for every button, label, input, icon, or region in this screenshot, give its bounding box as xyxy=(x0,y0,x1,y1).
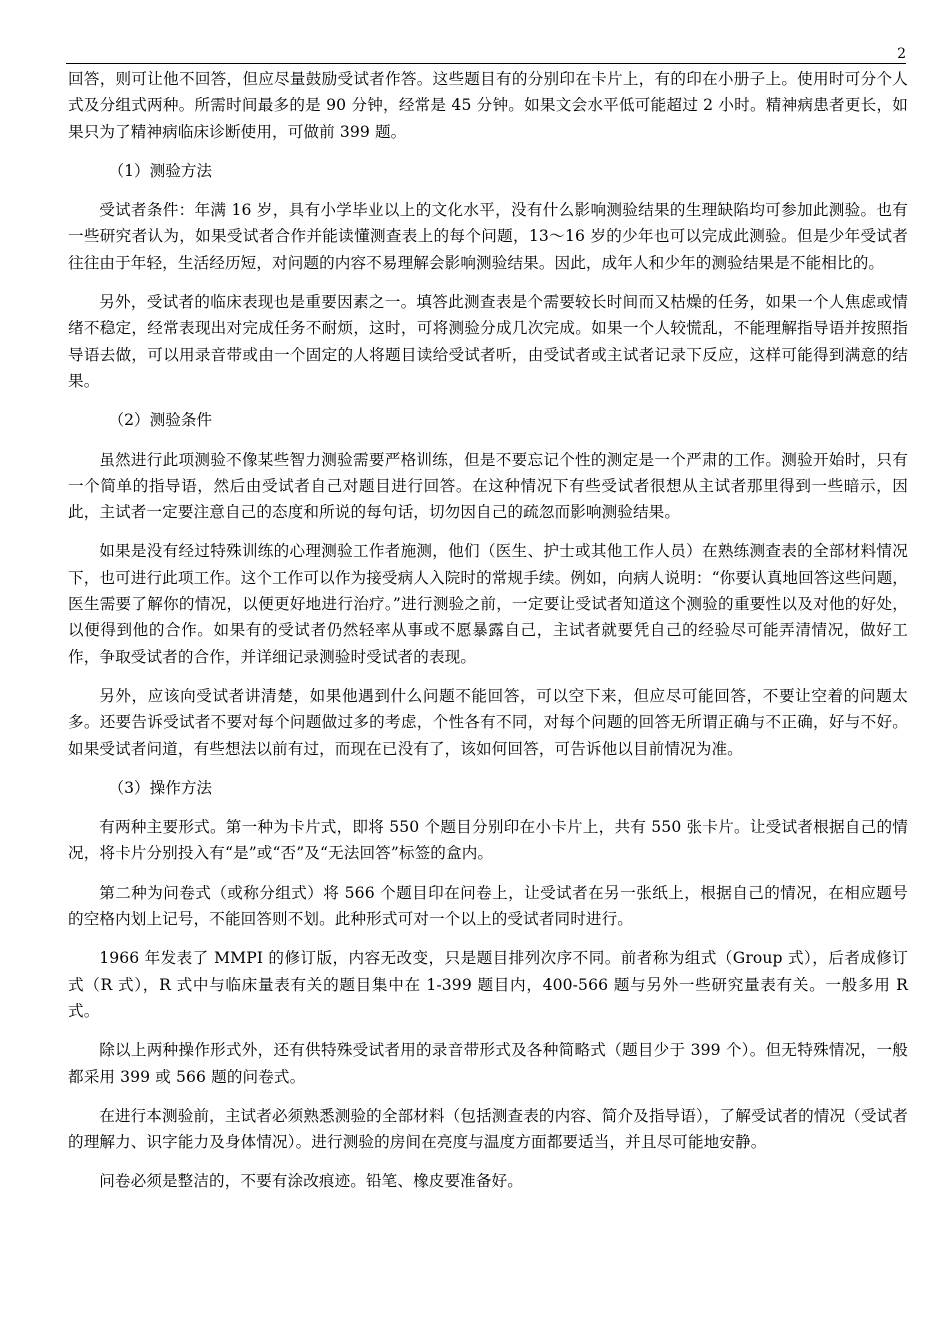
paragraph-materials: 问卷必须是整洁的，不要有涂改痕迹。铅笔、橡皮要准备好。 xyxy=(99,1172,523,1191)
paragraph-questionnaire-form: 第二种为问卷式（或称分组式）将 566 个题目印在问卷上，让受试者在另一张纸上，根据自己的情况，在相应题号的空格内划上记号，不能回答则不划。此种形式可对一个以上的受试者同时进行。 xyxy=(68,883,908,929)
section-heading-test-method: （1）测验方法 xyxy=(108,161,213,180)
paragraph-clinical-presentation: 另外，受试者的临床表现也是重要因素之一。填答此测查表是个需要较长时间而又枯燥的任务，如果一个人焦虑或情绪不稳定，经常表现出对完成任务不耐烦，这时，可将测验分成几次完成。如果一个人较慌乱，不能理解指导语并按照指导语去做，可以用录音带或由一个固定的人将题目读给受试者听，由受试者或主试者记录下反应，这样可能得到满意的结果。 xyxy=(68,293,908,390)
paragraph-preparation: 在进行本测验前，主试者必须熟悉测验的全部材料（包括测查表的内容、简介及指导语），了解受试者的情况（受试者的理解力、识字能力及身体情况）。进行测验的房间在亮度与温度方面都要适当，并且尽可能地安静。 xyxy=(68,1106,908,1152)
paragraph-seriousness: 虽然进行此项测验不像某些智力测验需要严格训练，但是不要忘记个性的测定是一个严肃的工作。测验开始时，只有一个简单的指导语，然后由受试者自己对题目进行回答。在这种情况下有些受试者很想从主试者那里得到一些暗示，因此，主试者一定要注意自己的态度和所说的每句话，切勿因自己的疏忽而影响测验结果。 xyxy=(68,450,908,522)
header-rule xyxy=(66,63,906,64)
paragraph-other-forms: 除以上两种操作形式外，还有供特殊受试者用的录音带形式及各种简略式（题目少于 399 个）。但无特殊情况，一般都采用 399 或 566 题的问卷式。 xyxy=(68,1041,908,1086)
paragraph-unanswered-questions: 另外，应该向受试者讲清楚，如果他遇到什么问题不能回答，可以空下来，但应尽可能回答，不要让空着的问题太多。还要告诉受试者不要对每个问题做过多的考虑，个性各有不同，对每个问题的回答无所谓正确与不正确，好与不好。如果受试者问道，有些想法以前有过，而现在已没有了，该如何回答，可告诉他以目前情况为准。 xyxy=(68,686,908,758)
section-heading-test-conditions: （2）测验条件 xyxy=(108,411,213,430)
paragraph-card-form: 有两种主要形式。第一种为卡片式，即将 550 个题目分别印在小卡片上，共有 550 张卡片。让受试者根据自己的情况，将卡片分别投入有“是”或“否”及“无法回答”标签的盒内。 xyxy=(68,818,908,863)
paragraph-mmpi-revision: 1966 年发表了 MMPI 的修订版，内容无改变，只是题目排列次序不同。前者称为组式（Group 式），后者成修订式（R 式），R 式中与临床量表有关的题目集中在 1-399 题目内，400-566 题与另外一些研究量表有关。一般多用 R 式。 xyxy=(68,949,908,1020)
page-number: 2 xyxy=(897,46,906,62)
paragraph-untrained-administrator: 如果是没有经过特殊训练的心理测验工作者施测，他们（医生、护士或其他工作人员）在熟练测查表的全部材料情况下，也可进行此项工作。这个工作可以作为接受病人入院时的常规手续。例如，向病人说明：“你要认真地回答这些问题，医生需要了解你的情况，以便更好地进行治疗。”进行测验之前，一定要让受试者知道这个测验的重要性以及对他的好处，以便得到他的合作。如果有的受试者仍然轻率从事或不愿暴露自己，主试者就要凭自己的经验尽可能弄清情况，做好工作，争取受试者的合作，并详细记录测验时受试者的表现。 xyxy=(68,542,908,666)
paragraph-subject-conditions: 受试者条件：年满 16 岁，具有小学毕业以上的文化水平，没有什么影响测验结果的生理缺陷均可参加此测验。也有一些研究者认为，如果受试者合作并能读懂测查表上的每个问题，13～16 岁的少年也可以完成此测验。但是少年受试者往往由于年轻，生活经历短，对问题的内容不易理解会影响测验结果。因此，成年人和少年的测验结果是不能相比的。 xyxy=(68,201,908,272)
paragraph-continuation: 回答，则可让他不回答，但应尽量鼓励受试者作答。这些题目有的分别印在卡片上，有的印在小册子上。使用时可分个人式及分组式两种。所需时间最多的是 90 分钟，经常是 45 分钟。如果文会水平低可能超过 2 小时。精神病患者更长，如果只为了精神病临床诊断使用，可做前 399 题。 xyxy=(68,70,908,141)
section-heading-operation-method: （3）操作方法 xyxy=(108,778,213,797)
document-body xyxy=(68,66,908,1208)
